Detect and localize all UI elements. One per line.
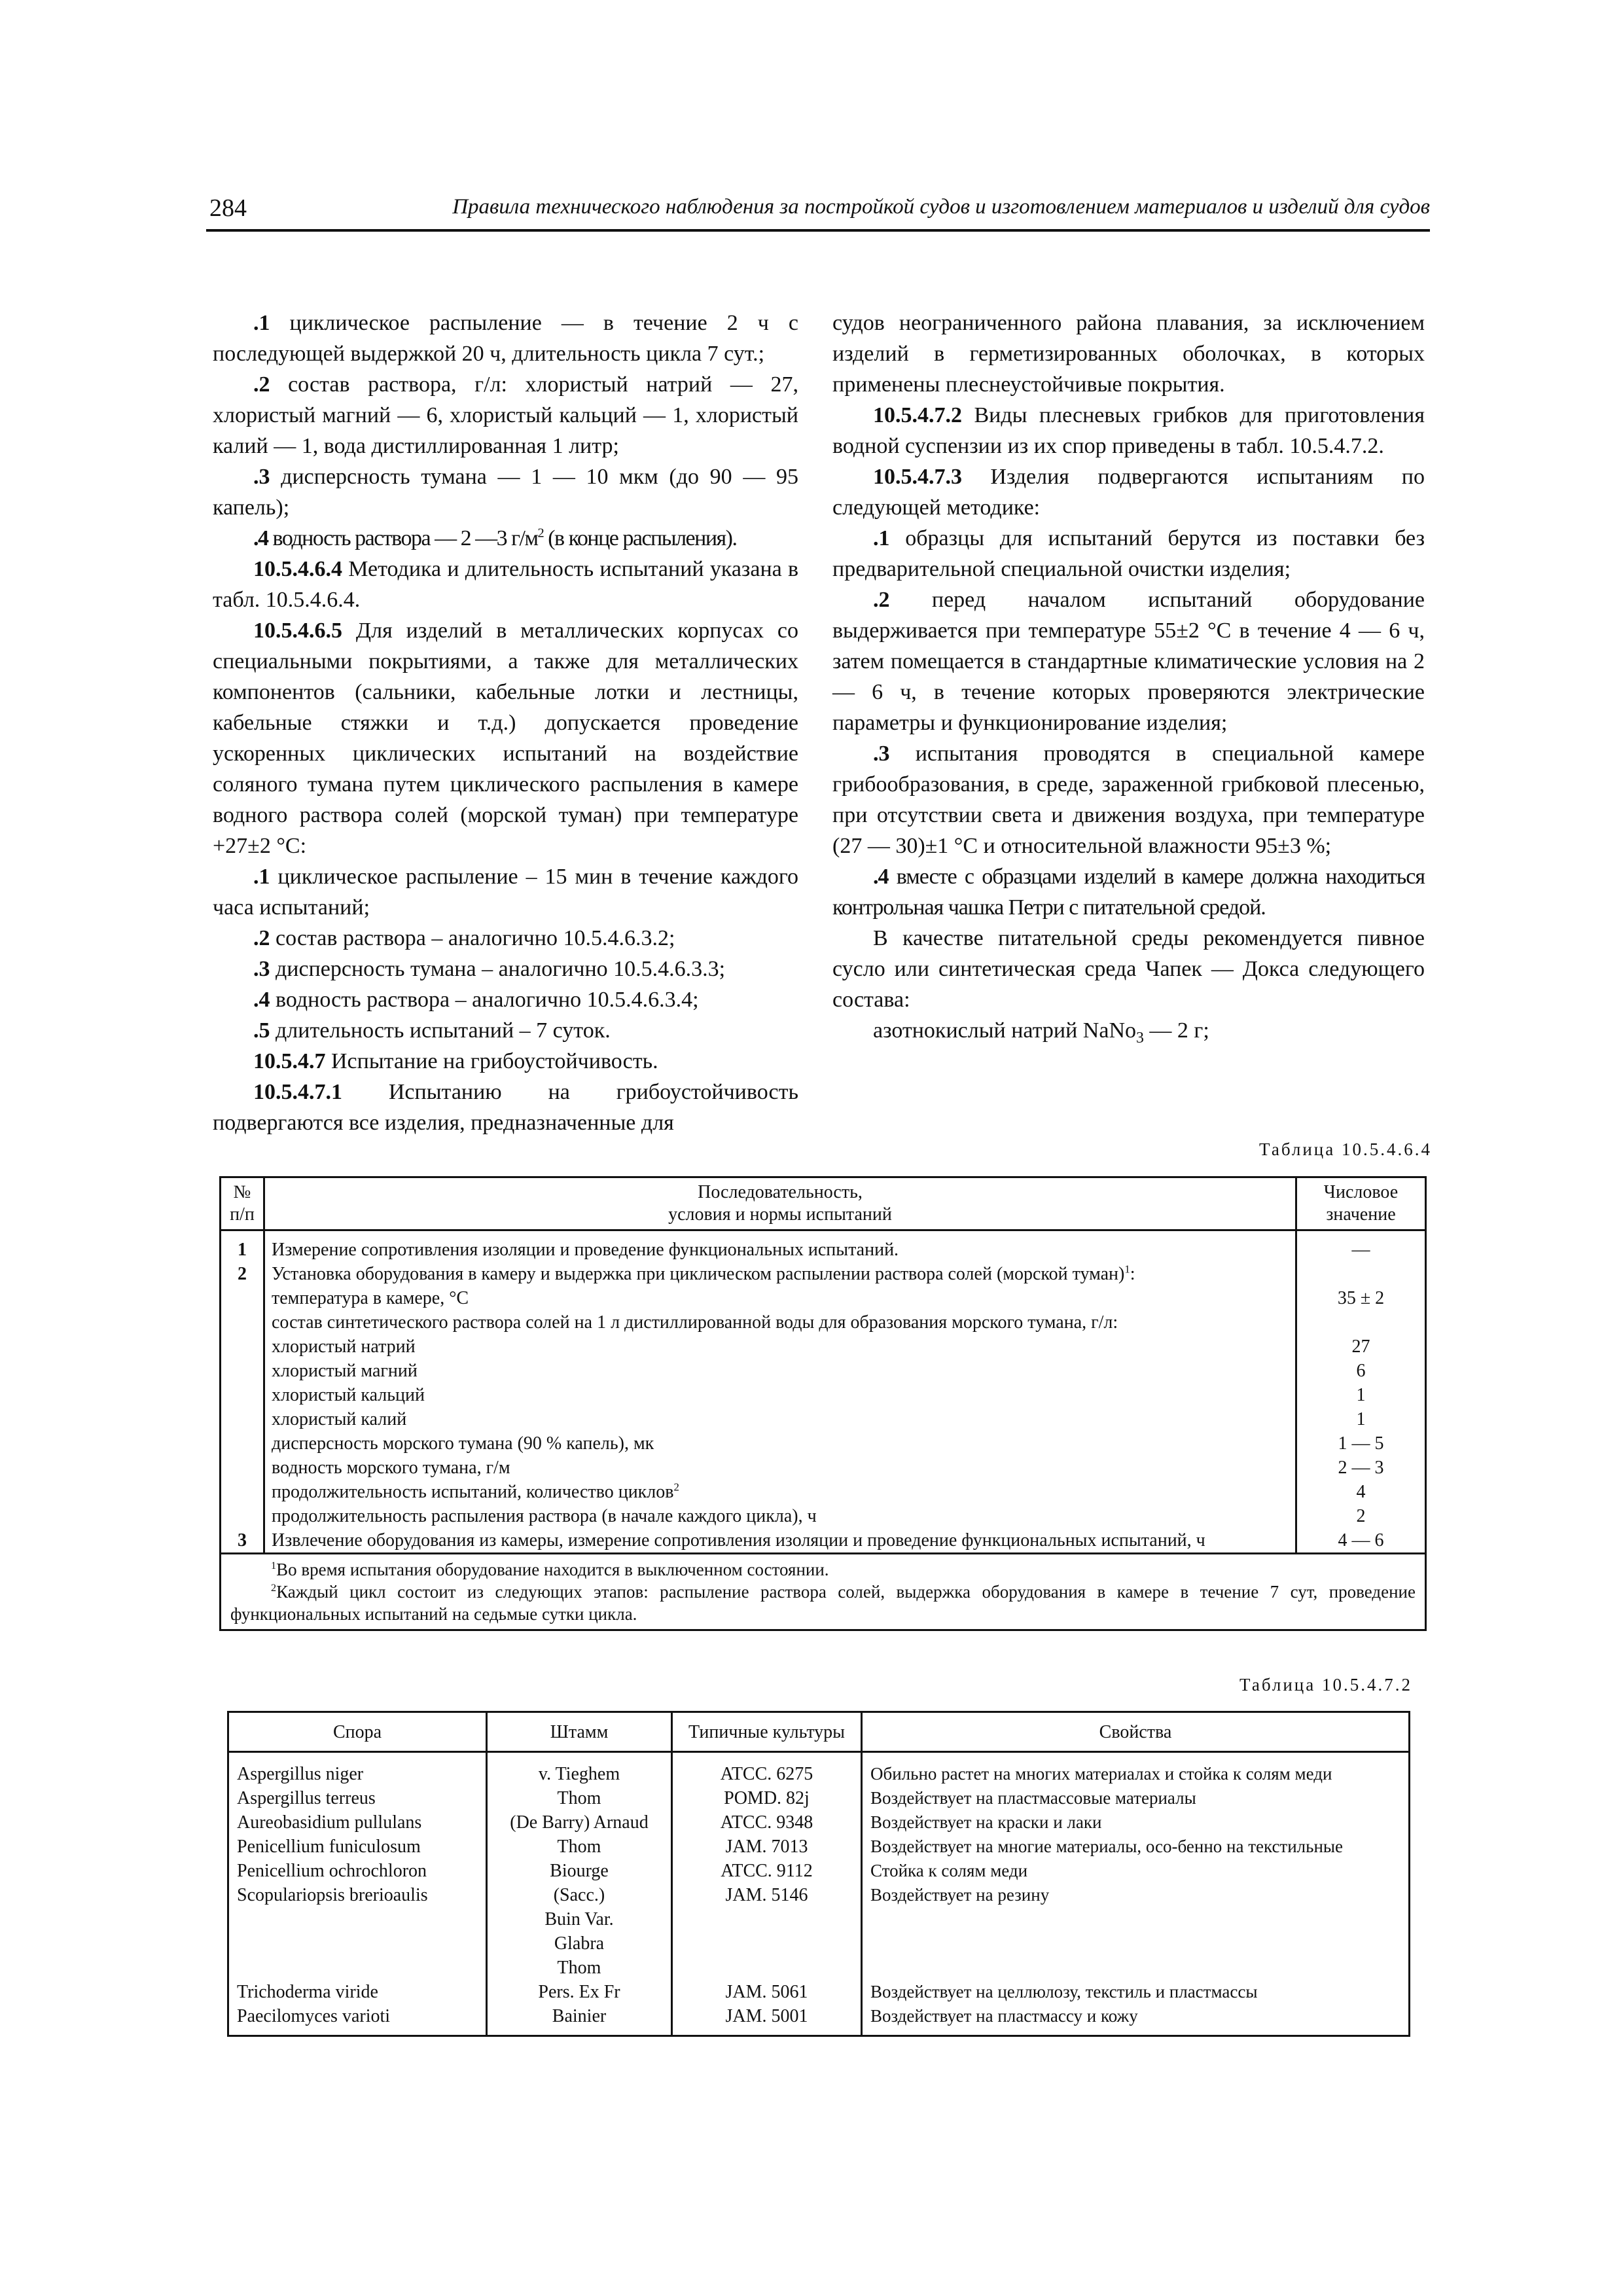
paragraph-text: (в конце распыления). (543, 526, 737, 550)
paragraph (213, 1046, 798, 1077)
spore-name: Trichoderma viride (237, 1982, 378, 2002)
culture-code: ATCC. 6275 (720, 1764, 813, 1784)
properties-cell (862, 1752, 1410, 2036)
paragraph-text: циклическое распыление – 15 мин в течение каждого часа испытаний; (213, 865, 798, 920)
section-number: 10.5.4.7.2 (873, 403, 962, 427)
paragraph-text: Методика и длительность испытаний указана в табл. 10.5.4.6.4. (213, 557, 798, 612)
paragraph (213, 461, 798, 523)
header-text: Последовательность, (698, 1182, 863, 1202)
row-value: 2 (1356, 1506, 1366, 1526)
row-value (1304, 1310, 1418, 1335)
paragraph-text: дисперсность тумана — 1 — 10 мкм (до 90 — 95 капель); (213, 465, 798, 520)
footnote-mark: 2 (271, 1582, 277, 1594)
paragraph (832, 861, 1425, 923)
row-number: 2 (238, 1264, 247, 1284)
item-number: .3 (873, 742, 890, 766)
header-text: значение (1326, 1204, 1396, 1225)
row-number-cell (221, 1230, 264, 1554)
property-text: Воздействует на многие материалы, осо-бенно на текстильные (870, 1837, 1344, 1856)
strain-name: Biourge (550, 1861, 609, 1881)
paragraph (213, 1015, 798, 1046)
subscript: 3 (1136, 1029, 1144, 1047)
paragraph (832, 923, 1425, 1015)
footnote-mark: 1 (271, 1560, 277, 1571)
description-cell (264, 1230, 1296, 1554)
culture-code: JAM. 5146 (725, 1885, 808, 1905)
paragraph-text: водность раствора — 2 —3 г/м (268, 526, 538, 550)
item-number: .1 (873, 526, 890, 550)
row-text: состав синтетического раствора солей на 1 л дистиллированной воды для образования морского тумана, г/л: (272, 1312, 1118, 1333)
culture-code: ATCC. 9112 (721, 1861, 813, 1881)
paragraph (832, 400, 1425, 461)
row-value: 35 ± 2 (1337, 1288, 1385, 1308)
paragraph (213, 615, 798, 861)
paragraph (213, 308, 798, 369)
table-header-row (221, 1177, 1426, 1230)
row-text-part: : (1130, 1264, 1135, 1284)
paragraph (832, 584, 1425, 738)
row-value: 1 — 5 (1338, 1433, 1384, 1454)
row-text: температура в камере, °С (272, 1288, 469, 1308)
section-number: 10.5.4.6.4 (253, 557, 342, 581)
item-number: .4 (873, 865, 889, 889)
spacer (681, 1907, 853, 1931)
strain-name: Thom (557, 1788, 601, 1808)
table-row (221, 1230, 1426, 1554)
paragraph (213, 861, 798, 923)
footnote (230, 1558, 1416, 1581)
row-number: 3 (238, 1530, 247, 1551)
paragraph-text: длительность испытаний – 7 суток. (270, 1018, 611, 1043)
value-cell (1296, 1230, 1426, 1554)
paragraph-text: судов неограниченного района плавания, за исключением изделий в герметизированных оболочках, в которых применены плеснеустойчивые покрытия. (832, 311, 1425, 397)
culture-code: ATCC. 9348 (720, 1812, 813, 1833)
header-text: п/п (230, 1204, 255, 1225)
header-cell (221, 1177, 264, 1230)
row-value: 1 (1356, 1409, 1366, 1429)
row-value: 4 (1356, 1482, 1366, 1502)
spore-name: Paecilomyces varioti (237, 2006, 391, 2026)
paragraph-text: — 2 г; (1143, 1018, 1209, 1043)
paragraph (832, 308, 1425, 400)
right-column (832, 308, 1425, 1046)
left-column (213, 308, 798, 1138)
spore-name: Scopulariopsis brerioaulis (237, 1885, 428, 1905)
section-number: 10.5.4.6.5 (253, 619, 342, 643)
row-text-part: продолжительность испытаний, количество циклов (272, 1482, 674, 1502)
row-text: водность морского тумана, г/м (272, 1458, 510, 1478)
row-text: дисперсность морского тумана (90 % капель), мк (272, 1433, 654, 1454)
paragraph (213, 984, 798, 1015)
page-header (206, 191, 1430, 232)
paragraph-text: вместе с образцами изделий в камере должна находиться контрольная чашка Петри с питательной средой. (832, 865, 1425, 920)
footnote-mark: 2 (673, 1480, 679, 1494)
paragraph-text: Изделия подвергаются испытаниям по следующей методике: (832, 465, 1425, 520)
row-text: Измерение сопротивления изоляции и проведение функциональных испытаний. (272, 1240, 899, 1260)
table-caption: Таблица 10.5.4.7.2 (1240, 1675, 1412, 1695)
strain-name: v. Tieghem (538, 1764, 620, 1784)
spore-name: Aureobasidium pullulans (237, 1812, 422, 1833)
table-caption: Таблица 10.5.4.6.4 (1259, 1139, 1432, 1159)
paragraph (832, 738, 1425, 861)
item-number: .3 (253, 957, 270, 981)
spacer (681, 1931, 853, 1956)
row-text: Извлечение оборудования из камеры, измерение сопротивления изоляции и проведение функциональных испытаний, ч (272, 1530, 1205, 1551)
row-value: 2 — 3 (1338, 1458, 1384, 1478)
section-number: 10.5.4.7 (253, 1049, 326, 1073)
strain-name: Thom (557, 1958, 601, 1978)
spore-name: Penicellium funiculosum (237, 1837, 421, 1857)
table-notes (221, 1554, 1426, 1630)
item-number: .1 (253, 865, 270, 889)
spacer (228, 1286, 257, 1528)
paragraph-text: образцы для испытаний берутся из поставки без предварительной специальной очистки изделия; (832, 526, 1425, 581)
footnote-mark: 1 (1124, 1263, 1130, 1276)
row-text: хлористый калий (272, 1409, 407, 1429)
strain-name: (Sacc.) (553, 1885, 605, 1905)
header-text: Числовое (1323, 1182, 1399, 1202)
paragraph-text: Для изделий в металлических корпусах со специальными покрытиями, а также для металлических компонентов (сальники, кабельные лотки и лестницы, кабельные стяжки и т.д.) допускается проведение ускоренных циклических испытаний на воздействие соляного тумана путем циклического распыления в камере водного раствора солей (морской туман) при температуре +27±2 °С: (213, 619, 798, 858)
spacer (870, 1956, 1400, 1980)
paragraph-text: циклическое распыление — в течение 2 ч с последующей выдержкой 20 ч, длительность цикла 7 сут.; (213, 311, 798, 366)
row-value: 1 (1356, 1385, 1366, 1405)
spacer (681, 1956, 853, 1980)
paragraph-text: состав раствора, г/л: хлористый натрий — 27, хлористый магний — 6, хлористый кальций — 1, хлористый калий — 1, вода дистиллированная 1 литр; (213, 372, 798, 458)
paragraph-text: Испытание на грибоустойчивость. (325, 1049, 658, 1073)
section-number: 10.5.4.7.1 (253, 1080, 342, 1104)
spore-cell (228, 1752, 487, 2036)
mold-fungi-table (227, 1711, 1410, 2037)
item-number: .2 (253, 926, 270, 950)
paragraph (213, 1077, 798, 1138)
paragraph-text: В качестве питательной среды рекомендуется пивное сусло или синтетическая среда Чапек — Докса следующего состава: (832, 926, 1425, 1012)
header-cell: Типичные культуры (672, 1712, 862, 1752)
row-text-part: Установка оборудования в камеру и выдержка при циклическом распылении раствора солей (морской туман) (272, 1264, 1125, 1284)
paragraph-text: азотнокислый натрий NaNo (873, 1018, 1137, 1043)
property-text: Воздействует на резину (870, 1885, 1050, 1905)
row-value: 27 (1351, 1336, 1370, 1357)
paragraph (213, 554, 798, 615)
paragraph-text: Виды плесневых грибков для приготовления водной суспензии из их спор приведены в табл. 10.5.4.7.2. (832, 403, 1425, 458)
item-number: .5 (253, 1018, 270, 1043)
header-cell: Спора (228, 1712, 487, 1752)
row-value: 6 (1356, 1361, 1366, 1381)
culture-code: JAM. 7013 (725, 1837, 808, 1857)
property-text: Воздействует на целлюлозу, текстиль и пластмассы (870, 1982, 1258, 2001)
property-text: Воздействует на краски и лаки (870, 1812, 1102, 1832)
property-text: Стойка к солям меди (870, 1861, 1028, 1880)
header-cell: Свойства (862, 1712, 1410, 1752)
header-text: № (233, 1182, 251, 1202)
spore-name: Aspergillus terreus (237, 1788, 376, 1808)
superscript: 2 (537, 526, 544, 541)
table-header-row (228, 1712, 1410, 1752)
header-cell: Штамм (487, 1712, 672, 1752)
spore-name: Aspergillus niger (237, 1764, 364, 1784)
header-cell (264, 1177, 1296, 1230)
row-text: продолжительность распыления раствора (в начале каждого цикла), ч (272, 1506, 817, 1526)
paragraph-text: состав раствора – аналогично 10.5.4.6.3.2; (270, 926, 675, 950)
test-sequence-table (219, 1176, 1427, 1631)
strain-name: Glabra (554, 1933, 605, 1954)
table-notes-row (221, 1554, 1426, 1630)
property-text: Воздействует на пластмассовые материалы (870, 1788, 1196, 1808)
paragraph (213, 923, 798, 954)
row-number: 1 (238, 1240, 247, 1260)
row-text: хлористый магний (272, 1361, 418, 1381)
property-text: Обильно растет на многих материалах и стойка к солям меди (870, 1764, 1332, 1784)
spacer (870, 1931, 1400, 1956)
paragraph (832, 523, 1425, 584)
page-number: 284 (209, 194, 247, 222)
row-value: 4 — 6 (1338, 1530, 1384, 1551)
row-text: хлористый кальций (272, 1385, 425, 1405)
item-number: .2 (873, 588, 890, 612)
paragraph (832, 1015, 1425, 1046)
strain-name: Thom (557, 1837, 601, 1857)
row-value: — (1351, 1240, 1370, 1260)
strain-name: Buin Var. (544, 1909, 614, 1929)
strain-cell (487, 1752, 672, 2036)
paragraph (832, 461, 1425, 523)
header-text: условия и нормы испытаний (668, 1204, 892, 1225)
item-number: .2 (253, 372, 270, 397)
item-number: .3 (253, 465, 270, 489)
footnote-text: Каждый цикл состоит из следующих этапов: распыление раствора солей, выдержка оборудования в камере в течение 7 сут, проведение функциональных испытаний на седьмые сутки цикла. (230, 1582, 1416, 1624)
table-row (228, 1752, 1410, 2036)
footnote-text: Во время испытания оборудование находится в выключенном состоянии. (276, 1560, 829, 1579)
paragraph (213, 954, 798, 984)
strain-name: (De Barry) Arnaud (510, 1812, 649, 1833)
strain-name: Bainier (552, 2006, 607, 2026)
row-value (1304, 1262, 1418, 1286)
paragraph-text: дисперсность тумана – аналогично 10.5.4.6.3.3; (270, 957, 726, 981)
culture-code: POMD. 82j (724, 1788, 810, 1808)
spacer (237, 1907, 478, 1931)
paragraph (213, 523, 798, 554)
paragraph-text: перед началом испытаний оборудование выдерживается при температуре 55±2 °С в течение 4 — 6 ч, затем помещается в стандартные климатические условия на 2 — 6 ч, в течение которых проверяются электрические параметры и функционирование изделия; (832, 588, 1425, 735)
strain-name: Pers. Ex Fr (538, 1982, 620, 2002)
row-text (272, 1480, 1289, 1504)
item-number: .1 (253, 311, 270, 335)
row-text: хлористый натрий (272, 1336, 416, 1357)
spacer (237, 1956, 478, 1980)
item-number: .4 (253, 988, 270, 1012)
running-title: Правила технического наблюдения за постройкой судов и изготовлением материалов и изделий для судов (452, 195, 1430, 219)
item-number: .4 (253, 526, 268, 550)
property-text: Воздействует на пластмассу и кожу (870, 2006, 1138, 2026)
row-text (272, 1262, 1289, 1286)
paragraph-text: Испытанию на грибоустойчивость подвергаются все изделия, предназначенные для (213, 1080, 798, 1135)
spore-name: Penicellium ochrochloron (237, 1861, 427, 1881)
spacer (870, 1907, 1400, 1931)
footnote (230, 1581, 1416, 1625)
section-number: 10.5.4.7.3 (873, 465, 962, 489)
spacer (237, 1931, 478, 1956)
paragraph (213, 369, 798, 461)
header-cell (1296, 1177, 1426, 1230)
paragraph-text: водность раствора – аналогично 10.5.4.6.3.4; (270, 988, 699, 1012)
paragraph-text: испытания проводятся в специальной камере грибообразования, в среде, зараженной грибковой плесенью, при отсутствии света и движения воздуха, при температуре (27 — 30)±1 °С и относительной влажности 95±3 %; (832, 742, 1425, 858)
culture-code: JAM. 5061 (725, 1982, 808, 2002)
culture-code: JAM. 5001 (725, 2006, 808, 2026)
culture-cell (672, 1752, 862, 2036)
